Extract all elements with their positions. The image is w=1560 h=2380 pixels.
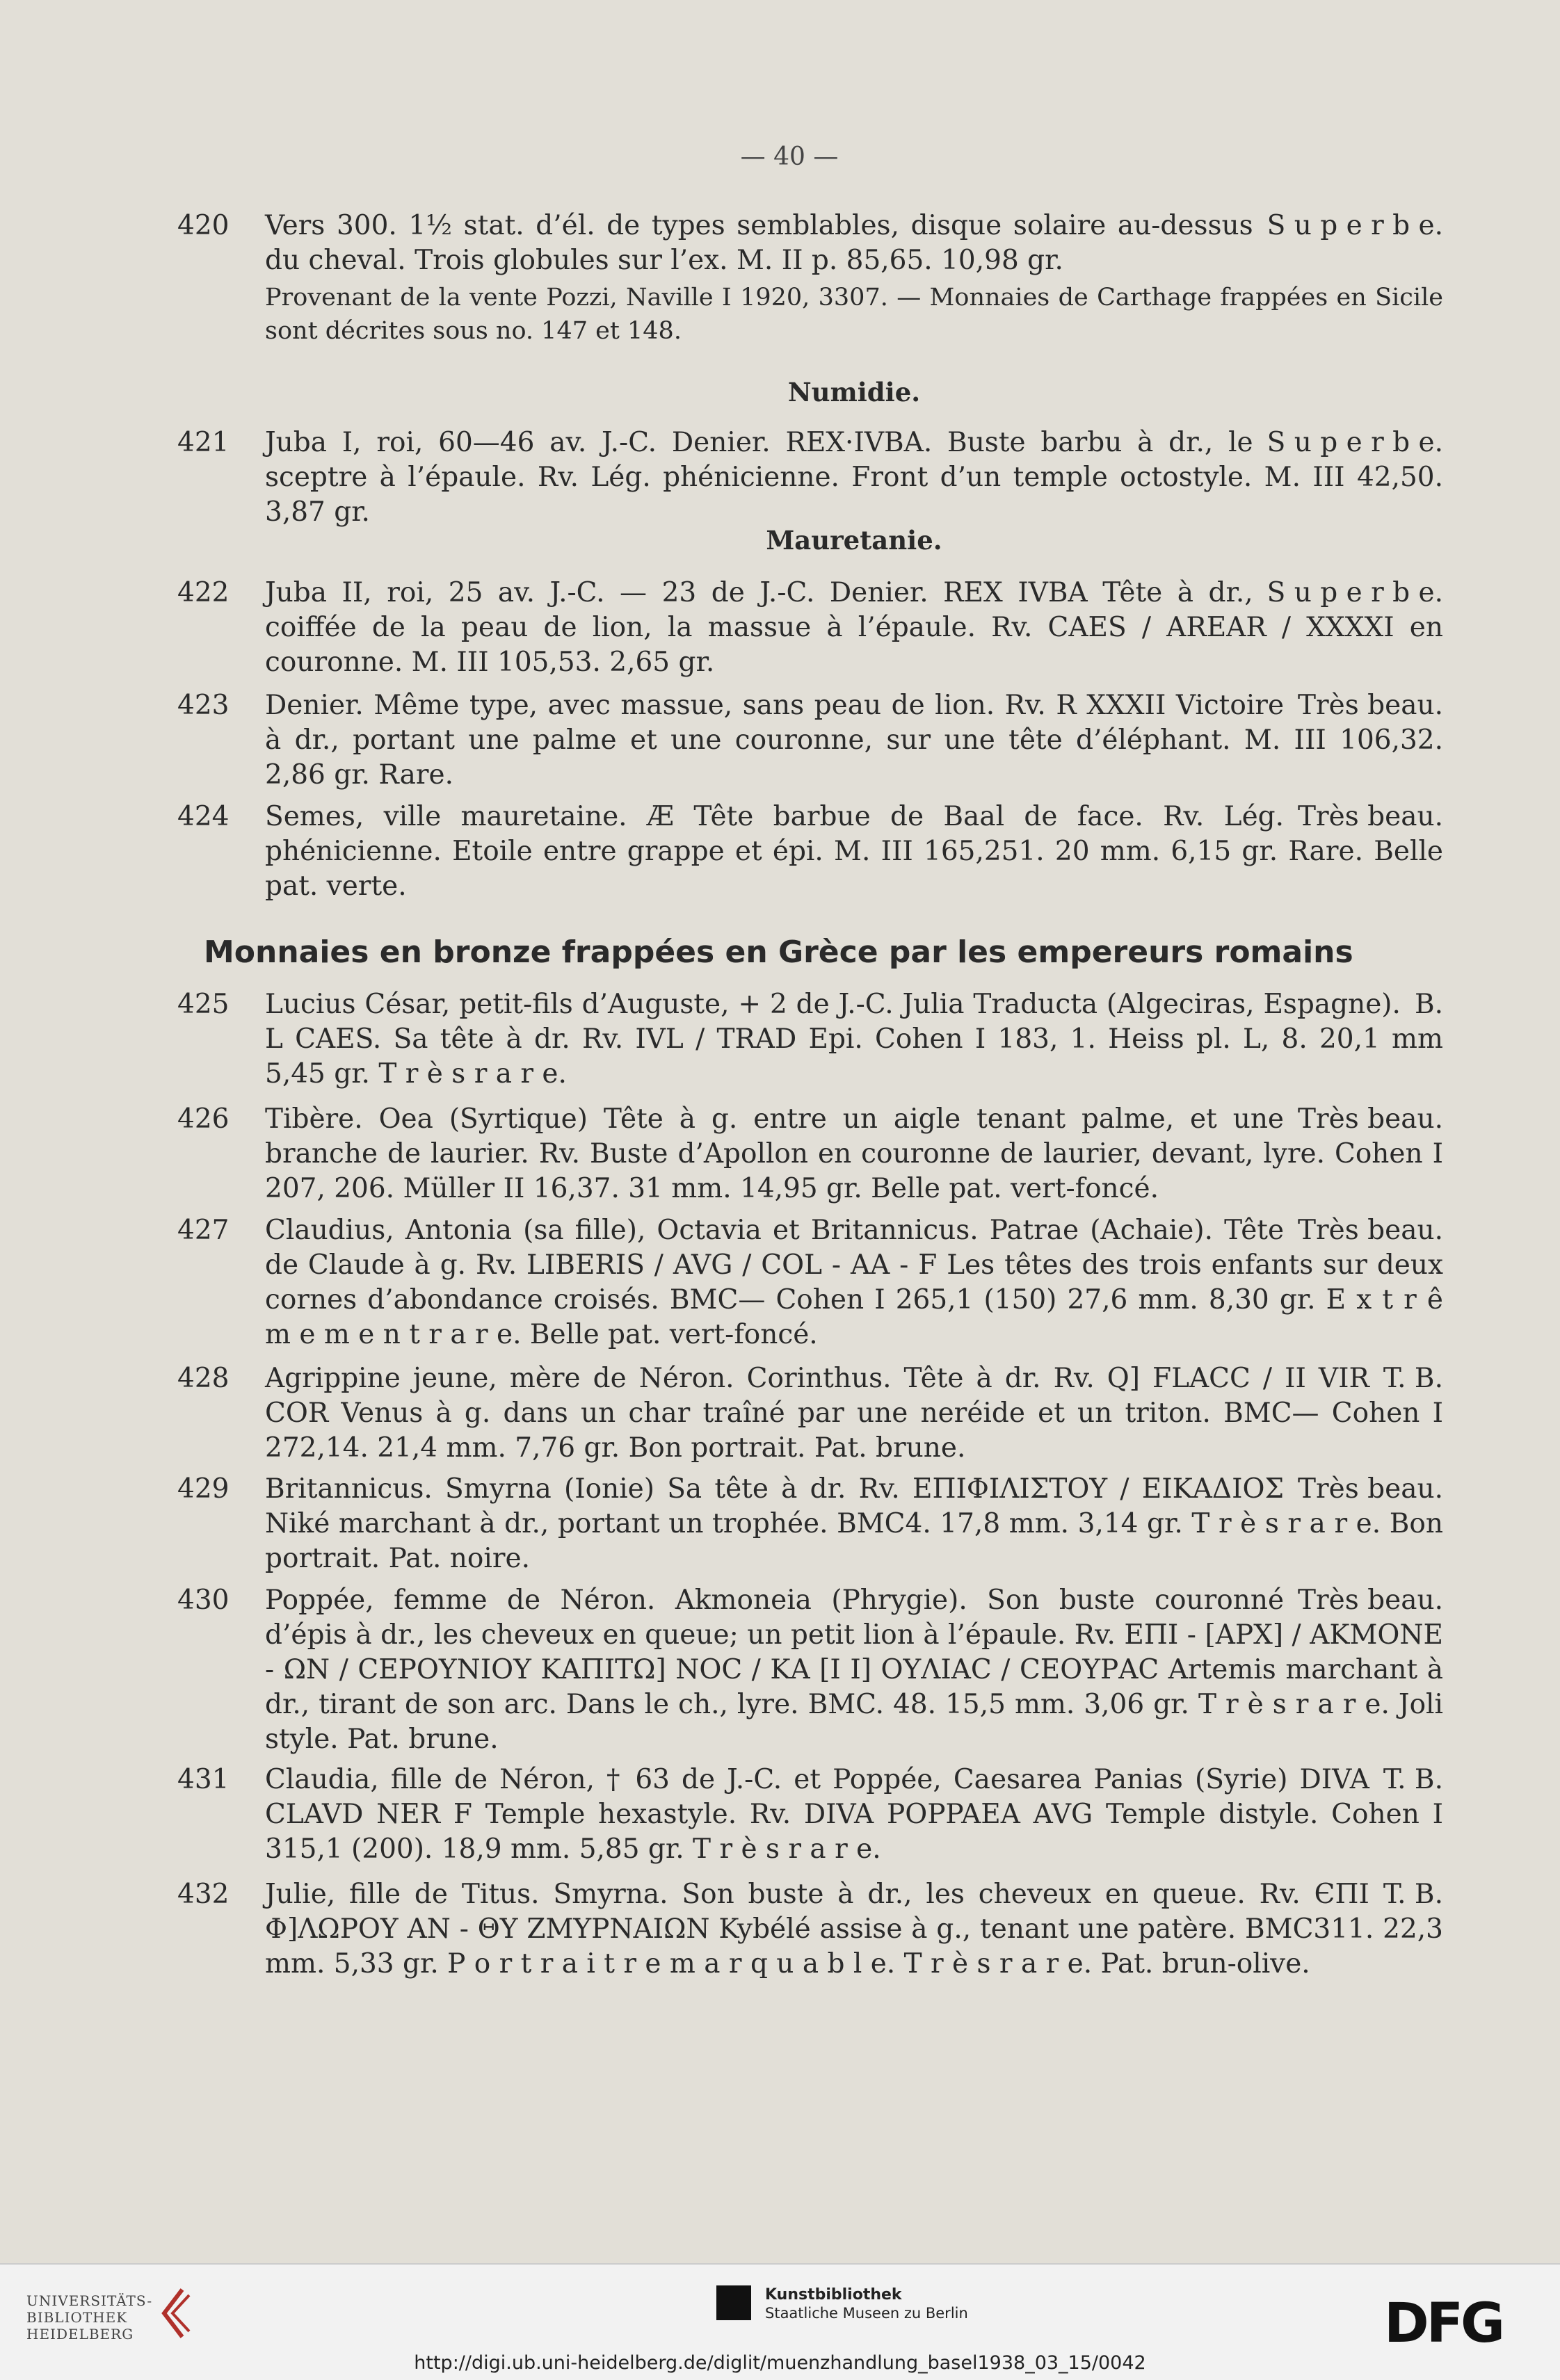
- entry-428: [177, 1361, 1443, 1466]
- entry-427: [177, 1213, 1443, 1352]
- uni-line-2: BIBLIOTHEK: [26, 2309, 128, 2326]
- entry-422: [177, 576, 1443, 680]
- kunstbibliothek-logo-icon: [716, 2285, 751, 2320]
- entry-grade: Très beau.: [1298, 690, 1443, 721]
- entry-grade: Très beau.: [1298, 1103, 1443, 1135]
- entry-number: 430: [177, 1585, 230, 1616]
- entry-text: Denier. Même type, avec massue, sans peau de lion. Rv. R XXXII Victoire à dr., portant une palme et une couronne, sur une tête d’éléphant. M. III 106,32. 2,86 gr. Rare.: [265, 690, 1443, 791]
- dfg-logo: DFG: [1384, 2292, 1503, 2355]
- entry-text: Juba I, roi, 60—46 av. J.-C. Denier. REX·IVBA. Buste barbu à dr., le sceptre à l’épaule. Rv. Lég. phénicienne. Front d’un temple octostyle. M. III 42,50. 3,87 gr.: [265, 427, 1443, 528]
- entry-text: Juba II, roi, 25 av. J.-C. — 23 de J.-C. Denier. REX IVBA Tête à dr., coiffée de la peau de lion, la massue à l’épaule. Rv. CAES / AREAR / XXXXI en couronne. M. III 105,53. 2,65 gr.: [265, 577, 1443, 678]
- entry-number: 426: [177, 1103, 230, 1135]
- entry-number: 431: [177, 1764, 230, 1795]
- entry-text: Vers 300. 1½ stat. d’él. de types semblables, disque solaire au-dessus du cheval. Trois globules sur l’ex. M. II p. 85,65. 10,98 gr.: [265, 210, 1253, 276]
- viewer-footer: [0, 2263, 1560, 2380]
- entry-grade: T. B.: [1383, 1764, 1443, 1795]
- entry-431: [177, 1763, 1443, 1867]
- entry-grade: T. B.: [1383, 1363, 1443, 1394]
- entry-grade: Très beau.: [1298, 801, 1443, 832]
- entry-number: 425: [177, 989, 230, 1020]
- page-url-link[interactable]: http://digi.ub.uni-heidelberg.de/diglit/muenzhandlung_basel1938_03_15/0042: [414, 2352, 1146, 2374]
- entry-grade: Très beau.: [1298, 1215, 1443, 1246]
- entry-text: Claudia, fille de Néron, † 63 de J.-C. et Poppée, Caesarea Panias (Syrie) DIVA CLAVD NER F Temple hexastyle. Rv. DIVA POPPAEA AVG Temple distyle. Cohen I 315,1 (200). 18,9 mm. 5,85 gr. T r è s r a r e.: [265, 1764, 1443, 1865]
- university-library-label: [26, 2292, 152, 2342]
- uni-line-1: UNIVERSITÄTS-: [26, 2292, 153, 2309]
- kb-subtitle: Staatliche Museen zu Berlin: [765, 2305, 968, 2322]
- entry-grade: Très beau.: [1298, 1585, 1443, 1616]
- kunstbibliothek-label: [765, 2285, 968, 2322]
- entry-421: [177, 426, 1443, 530]
- entry-number: 424: [177, 801, 230, 832]
- entry-text: Semes, ville mauretaine. Æ Tête barbue de Baal de face. Rv. Lég. phénicienne. Etoile entre grappe et épi. M. III 165,251. 20 mm. 6,15 gr. Rare. Belle pat. verte.: [265, 801, 1443, 902]
- kb-title: Kunstbibliothek: [765, 2286, 902, 2304]
- entry-grade: T. B.: [1383, 1879, 1443, 1910]
- entry-number: 432: [177, 1879, 230, 1910]
- entry-text: Agrippine jeune, mère de Néron. Corinthus. Tête à dr. Rv. Q] FLACC / II VIR COR Venus à g. dans un char traîné par une neréide et un triton. BMC— Cohen I 272,14. 21,4 mm. 7,76 gr. Bon portrait. Pat. brune.: [265, 1363, 1443, 1464]
- entry-text: Lucius César, petit-fils d’Auguste, + 2 de J.-C. Julia Traducta (Algeciras, Espagne). L CAES. Sa tête à dr. Rv. IVL / TRAD Epi. Cohen I 183, 1. Heiss pl. L, 8. 20,1 mm 5,45 gr. T r è s r a r e.: [265, 989, 1443, 1090]
- entry-424: [177, 800, 1443, 904]
- entry-number: 423: [177, 690, 230, 721]
- entry-425: [177, 987, 1443, 1092]
- entry-number: 420: [177, 210, 230, 241]
- entry-text: Poppée, femme de Néron. Akmoneia (Phrygie). Son buste couronné d’épis à dr., les cheveux en queue; un petit lion à l’épaule. Rv. ΕΠΙ - [ΑΡΧ] / ΑΚΜΟΝΕ - ΩΝ / ϹΕΡΟΥΝΙΟΥ ΚΑΠΙΤΩ] ΝΟϹ / ΚΑ [Ι Ι] ΟΥΛΙΑϹ / ϹΕΟΥΡΑϹ Artemis marchant à dr., tirant de son arc. Dans le ch., lyre. BMC. 48. 15,5 mm. 3,06 gr. T r è s r a r e. Joli style. Pat. brune.: [265, 1585, 1443, 1755]
- entry-number: 427: [177, 1215, 230, 1246]
- entry-430: [177, 1583, 1443, 1757]
- entry-text: Claudius, Antonia (sa fille), Octavia et Britannicus. Patrae (Achaie). Tête de Claude à g. Rv. LIBERIS / AVG / COL - AA - F Les têtes des trois enfants sur deux cornes d’abondance croisés. BMC— Cohen I 265,1 (150) 27,6 mm. 8,30 gr. E x t r ê m e m e n t r a r e. Belle pat. vert-foncé.: [265, 1215, 1443, 1350]
- entry-grade: B.: [1414, 989, 1443, 1020]
- entry-429: [177, 1472, 1443, 1576]
- entry-426: [177, 1102, 1443, 1206]
- entry-number: 428: [177, 1363, 230, 1394]
- entry-grade: S u p e r b e.: [1267, 427, 1443, 458]
- entry-text: Britannicus. Smyrna (Ionie) Sa tête à dr. Rv. ΕΠΙΦΙΛΙΣΤΟΥ / ΕΙΚΑΔΙΟΣ Niké marchant à dr., portant un trophée. BMC4. 17,8 mm. 3,14 gr. T r è s r a r e. Bon portrait. Pat. noire.: [265, 1473, 1443, 1574]
- heidelberg-logo-icon: [154, 2285, 193, 2341]
- section-heading-mauretanie: Mauretanie.: [766, 525, 942, 556]
- entry-grade: Très beau.: [1298, 1473, 1443, 1505]
- entry-423: [177, 688, 1443, 793]
- entry-420: [177, 209, 1443, 348]
- uni-line-3: HEIDELBERG: [26, 2326, 134, 2342]
- section-heading-bronze: Monnaies en bronze frappées en Grèce par les empereurs romains: [204, 934, 1353, 970]
- page-number: — 40 —: [740, 143, 839, 171]
- entry-note: Provenant de la vente Pozzi, Naville I 1920, 3307. — Monnaies de Carthage frappées en Sicile sont décrites sous no. 147 et 148.: [265, 284, 1443, 345]
- entry-grade: S u p e r b e.: [1267, 577, 1443, 608]
- entry-number: 429: [177, 1473, 230, 1505]
- entry-text: Tibère. Oea (Syrtique) Tête à g. entre un aigle tenant palme, et une branche de laurier. Rv. Buste d’Apollon en couronne de laurier, devant, lyre. Cohen I 207, 206. Müller II 16,37. 31 mm. 14,95 gr. Belle pat. vert-foncé.: [265, 1103, 1443, 1204]
- entry-432: [177, 1877, 1443, 1982]
- entry-number: 421: [177, 427, 230, 458]
- entry-text: Julie, fille de Titus. Smyrna. Son buste à dr., les cheveux en queue. Rv. ЄΠΙ Φ]ΛΩΡΟΥ ΑΝ - ΘΥ ΖΜΥΡΝΑΙΩΝ Kybélé assise à g., tenant une patère. BMC311. 22,3 mm. 5,33 gr. P o r t r a i t r e m a r q u a b l e. T r è s r a r e. Pat. brun-olive.: [265, 1879, 1443, 1980]
- entry-number: 422: [177, 577, 230, 608]
- entry-grade: S u p e r b e.: [1267, 210, 1443, 241]
- section-heading-numidie: Numidie.: [787, 377, 921, 407]
